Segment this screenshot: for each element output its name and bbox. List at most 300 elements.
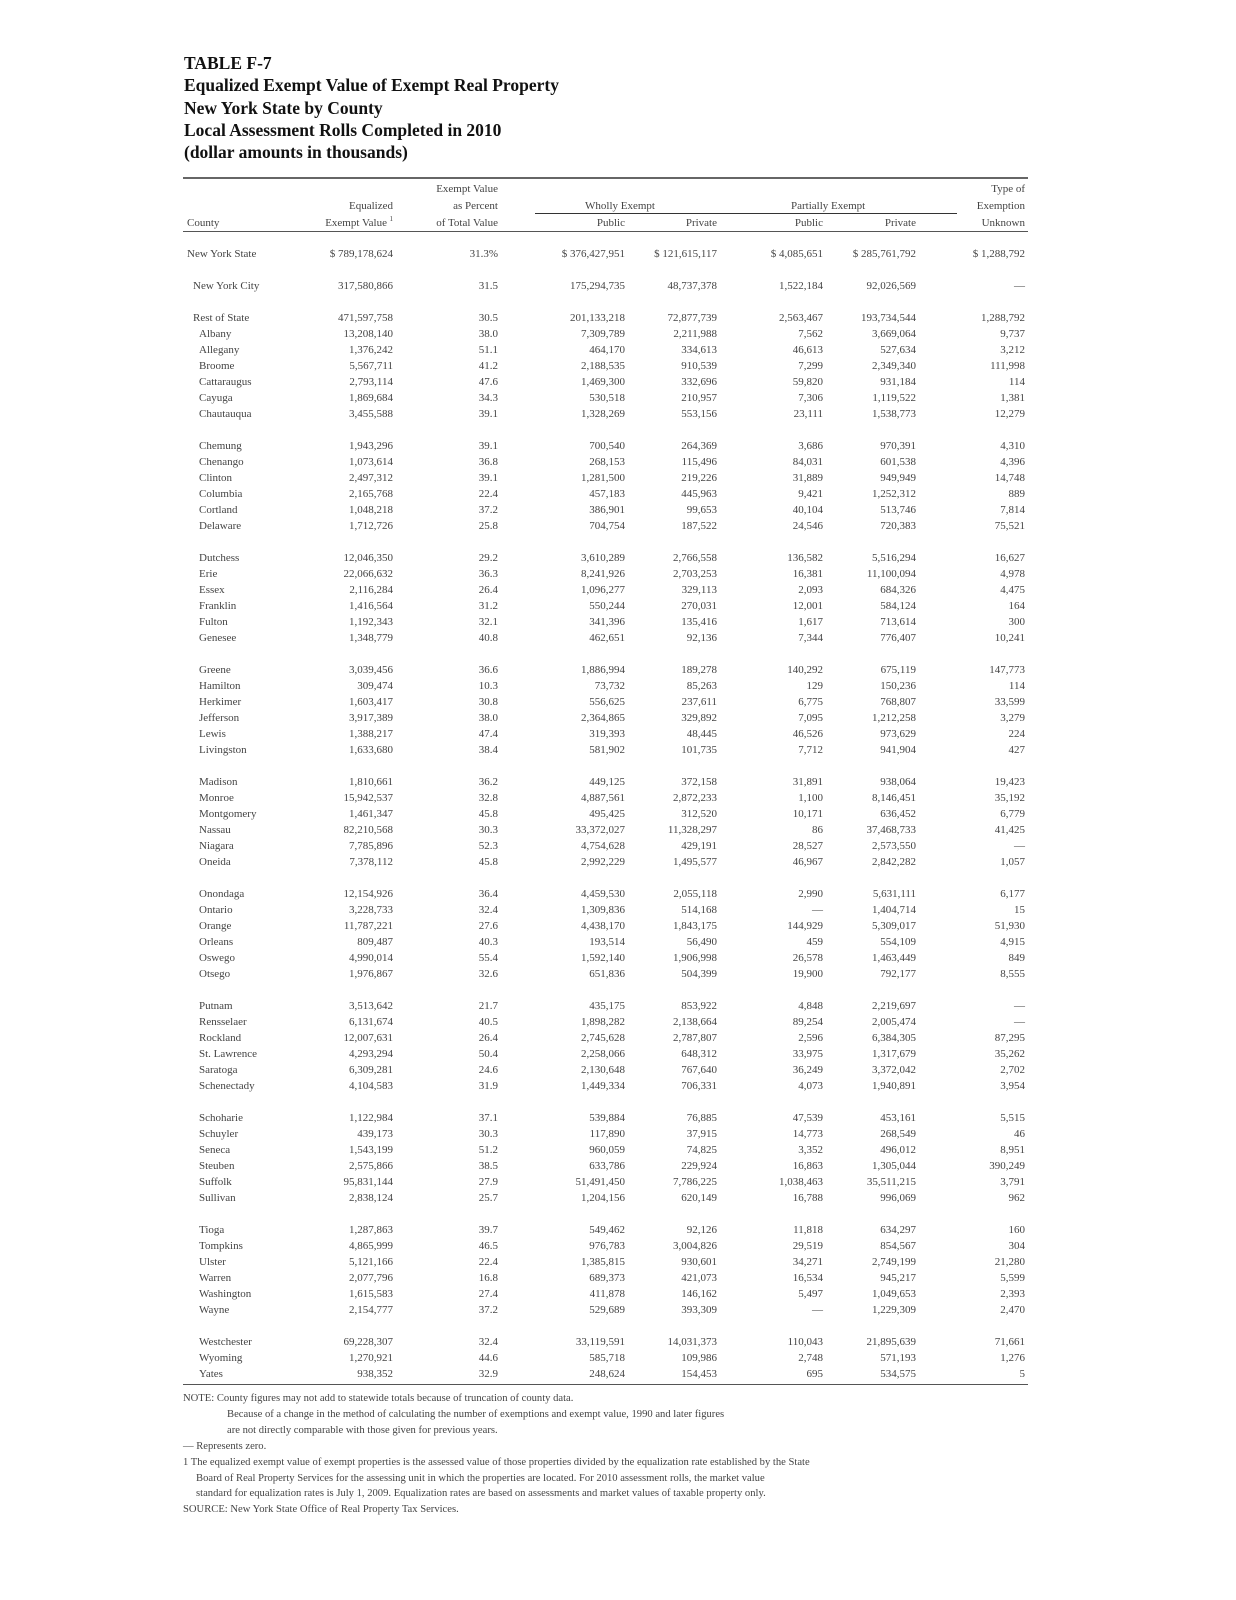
cell-type-unknown: 2,702 bbox=[1000, 1064, 1025, 1076]
table-row bbox=[183, 342, 1028, 358]
cell-county: Rockland bbox=[199, 1032, 242, 1044]
cell-wholly-private: 1,495,577 bbox=[673, 856, 717, 868]
cell-partially-private: 1,317,679 bbox=[872, 1048, 916, 1060]
cell-type-unknown: 35,192 bbox=[994, 792, 1025, 804]
cell-partially-private: 634,297 bbox=[880, 1224, 916, 1236]
cell-wholly-private: 219,226 bbox=[681, 472, 717, 484]
cell-partially-public: 47,539 bbox=[792, 1112, 823, 1124]
cell-wholly-private: 14,031,373 bbox=[667, 1336, 717, 1348]
cell-type-unknown: 889 bbox=[1008, 488, 1025, 500]
table-row bbox=[183, 662, 1028, 678]
cell-wholly-private: 1,906,998 bbox=[673, 952, 717, 964]
cell-partially-public: 695 bbox=[806, 1368, 823, 1380]
group-spacer bbox=[183, 1318, 1028, 1334]
cell-wholly-private: 85,263 bbox=[686, 680, 717, 692]
cell-partially-private: 8,146,451 bbox=[872, 792, 916, 804]
cell-percent-of-total: 39.1 bbox=[478, 472, 498, 484]
header-equalized-2: Exempt Value bbox=[325, 217, 387, 229]
cell-wholly-private: 187,522 bbox=[681, 520, 717, 532]
cell-partially-private: 713,614 bbox=[880, 616, 916, 628]
cell-partially-private: 11,100,094 bbox=[866, 568, 916, 580]
table-row bbox=[183, 1238, 1028, 1254]
table-row bbox=[183, 1302, 1028, 1318]
cell-percent-of-total: 41.2 bbox=[478, 360, 498, 372]
cell-equalized-exempt-value: 1,388,217 bbox=[349, 728, 393, 740]
header-wholly-private: Private bbox=[685, 217, 717, 229]
cell-partially-private: 37,468,733 bbox=[866, 824, 916, 836]
cell-type-unknown: — bbox=[1014, 1000, 1025, 1012]
cell-wholly-private: 334,613 bbox=[681, 344, 717, 356]
note-method-change-cont: are not directly comparable with those given for previous years. bbox=[227, 1424, 498, 1436]
cell-wholly-private: 2,211,988 bbox=[673, 328, 717, 340]
table-row bbox=[183, 566, 1028, 582]
cell-type-unknown: 962 bbox=[1008, 1192, 1025, 1204]
table-row bbox=[183, 1190, 1028, 1206]
cell-percent-of-total: 32.4 bbox=[478, 1336, 498, 1348]
cell-percent-of-total: 30.3 bbox=[478, 1128, 498, 1140]
cell-type-unknown: 71,661 bbox=[994, 1336, 1025, 1348]
cell-partially-public: 46,613 bbox=[792, 344, 823, 356]
cell-partially-private: 2,749,199 bbox=[872, 1256, 916, 1268]
cell-wholly-private: 504,399 bbox=[681, 968, 717, 980]
cell-type-unknown: 427 bbox=[1008, 744, 1025, 756]
cell-type-unknown: 3,212 bbox=[1000, 344, 1025, 356]
cell-county: Delaware bbox=[199, 520, 242, 532]
cell-partially-public: 36,249 bbox=[792, 1064, 823, 1076]
cell-wholly-public: 248,624 bbox=[589, 1368, 625, 1380]
table-number: TABLE F-7 bbox=[184, 53, 272, 73]
cell-county: Nassau bbox=[199, 824, 231, 836]
cell-county: Jefferson bbox=[199, 712, 240, 724]
cell-percent-of-total: 38.5 bbox=[478, 1160, 498, 1172]
table-row bbox=[183, 742, 1028, 758]
cell-partially-public: 7,344 bbox=[798, 632, 823, 644]
table-title: Equalized Exempt Value of Exempt Real Property bbox=[184, 75, 559, 96]
cell-wholly-public: 581,902 bbox=[589, 744, 625, 756]
cell-county: Montgomery bbox=[199, 808, 257, 820]
cell-wholly-public: 435,175 bbox=[589, 1000, 625, 1012]
cell-equalized-exempt-value: 3,455,588 bbox=[349, 408, 393, 420]
cell-percent-of-total: 36.2 bbox=[478, 776, 498, 788]
cell-equalized-exempt-value: 69,228,307 bbox=[343, 1336, 393, 1348]
cell-percent-of-total: 31.5 bbox=[478, 280, 498, 292]
cell-wholly-public: 117,890 bbox=[589, 1128, 625, 1140]
table-row bbox=[183, 326, 1028, 342]
cell-percent-of-total: 26.4 bbox=[478, 1032, 498, 1044]
cell-partially-private: 2,219,697 bbox=[872, 1000, 916, 1012]
cell-partially-public: 1,038,463 bbox=[779, 1176, 823, 1188]
bottom-rule bbox=[183, 1384, 1028, 1385]
cell-wholly-private: 210,957 bbox=[681, 392, 717, 404]
note-truncation: NOTE: County figures may not add to statewide totals because of truncation of county data. bbox=[183, 1393, 574, 1404]
header-type-3: Unknown bbox=[981, 217, 1025, 229]
cell-partially-public: 86 bbox=[812, 824, 823, 836]
cell-percent-of-total: 45.8 bbox=[478, 808, 498, 820]
cell-partially-public: 84,031 bbox=[792, 456, 823, 468]
cell-county: Suffolk bbox=[199, 1176, 232, 1188]
cell-wholly-public: 1,309,836 bbox=[581, 904, 625, 916]
cell-type-unknown: 9,737 bbox=[1000, 328, 1025, 340]
cell-percent-of-total: 39.1 bbox=[478, 408, 498, 420]
cell-county: Tompkins bbox=[199, 1240, 243, 1252]
cell-partially-public: 16,863 bbox=[792, 1160, 823, 1172]
cell-wholly-public: 2,258,066 bbox=[581, 1048, 625, 1060]
cell-wholly-public: 1,281,500 bbox=[581, 472, 625, 484]
cell-type-unknown: 75,521 bbox=[994, 520, 1025, 532]
cell-wholly-private: 930,601 bbox=[681, 1256, 717, 1268]
cell-equalized-exempt-value: 1,073,614 bbox=[349, 456, 393, 468]
cell-type-unknown: 3,279 bbox=[1000, 712, 1025, 724]
cell-percent-of-total: 45.8 bbox=[478, 856, 498, 868]
partially-exempt-underline bbox=[761, 213, 957, 214]
cell-wholly-private: 2,766,558 bbox=[673, 552, 717, 564]
cell-equalized-exempt-value: 1,270,921 bbox=[349, 1352, 393, 1364]
cell-partially-public: 16,381 bbox=[792, 568, 823, 580]
cell-equalized-exempt-value: 2,575,866 bbox=[349, 1160, 393, 1172]
cell-county: Westchester bbox=[199, 1336, 252, 1348]
table-row bbox=[183, 1030, 1028, 1046]
cell-partially-public: 9,421 bbox=[798, 488, 823, 500]
cell-wholly-public: 7,309,789 bbox=[581, 328, 625, 340]
table-row bbox=[183, 726, 1028, 742]
cell-partially-private: 1,538,773 bbox=[872, 408, 916, 420]
cell-partially-private: 1,049,653 bbox=[872, 1288, 916, 1300]
header-pct-1: Exempt Value bbox=[436, 183, 498, 195]
cell-wholly-public: 529,689 bbox=[589, 1304, 625, 1316]
cell-partially-public: 23,111 bbox=[793, 408, 823, 420]
cell-partially-public: 89,254 bbox=[792, 1016, 823, 1028]
cell-partially-private: 453,161 bbox=[880, 1112, 916, 1124]
cell-county: Orange bbox=[199, 920, 232, 932]
cell-partially-private: 584,124 bbox=[880, 600, 916, 612]
cell-type-unknown: 224 bbox=[1008, 728, 1025, 740]
cell-wholly-public: 268,153 bbox=[589, 456, 625, 468]
table-row bbox=[183, 582, 1028, 598]
cell-partially-private: 1,119,522 bbox=[872, 392, 916, 404]
cell-wholly-public: 539,884 bbox=[589, 1112, 625, 1124]
cell-type-unknown: 849 bbox=[1008, 952, 1025, 964]
cell-partially-public: 5,497 bbox=[798, 1288, 823, 1300]
cell-county: Livingston bbox=[199, 744, 247, 756]
table-row bbox=[183, 278, 1028, 294]
cell-type-unknown: 3,954 bbox=[1000, 1080, 1025, 1092]
table-notes bbox=[183, 1391, 810, 1518]
cell-equalized-exempt-value: 1,048,218 bbox=[349, 504, 393, 516]
cell-equalized-exempt-value: 2,838,124 bbox=[349, 1192, 393, 1204]
note-method-change: Because of a change in the method of calculating the number of exemptions and exempt value, 1990 and later figures bbox=[227, 1408, 725, 1420]
cell-equalized-exempt-value: 1,376,242 bbox=[349, 344, 393, 356]
header-partially-public: Public bbox=[794, 217, 823, 229]
footnote-1-cont2: standard for equalization rates is July 1, 2009. Equalization rates are based on assessments and market values of taxable property only. bbox=[196, 1488, 766, 1500]
cell-type-unknown: 6,177 bbox=[1000, 888, 1025, 900]
cell-county: Wayne bbox=[199, 1304, 230, 1316]
cell-percent-of-total: 40.8 bbox=[478, 632, 498, 644]
cell-partially-private: 776,407 bbox=[880, 632, 916, 644]
cell-type-unknown: — bbox=[1014, 840, 1025, 852]
cell-partially-public: 6,775 bbox=[798, 696, 823, 708]
cell-equalized-exempt-value: 6,309,281 bbox=[349, 1064, 393, 1076]
cell-wholly-public: 1,096,277 bbox=[581, 584, 625, 596]
cell-percent-of-total: 30.3 bbox=[478, 824, 498, 836]
cell-equalized-exempt-value: 3,513,642 bbox=[349, 1000, 393, 1012]
cell-county: Niagara bbox=[199, 840, 234, 852]
cell-wholly-private: 154,453 bbox=[681, 1368, 717, 1380]
cell-type-unknown: 164 bbox=[1008, 600, 1025, 612]
cell-percent-of-total: 36.3 bbox=[478, 568, 498, 580]
cell-percent-of-total: 47.4 bbox=[478, 728, 498, 740]
footnote-marker: 1 bbox=[389, 215, 393, 223]
cell-wholly-public: 1,469,300 bbox=[581, 376, 625, 388]
cell-percent-of-total: 22.4 bbox=[478, 488, 498, 500]
cell-percent-of-total: 31.3% bbox=[469, 248, 498, 260]
cell-partially-public: 40,104 bbox=[792, 504, 823, 516]
group-spacer bbox=[183, 294, 1028, 310]
cell-partially-private: 1,252,312 bbox=[872, 488, 916, 500]
cell-type-unknown: $ 1,288,792 bbox=[972, 248, 1025, 260]
cell-equalized-exempt-value: 82,210,568 bbox=[343, 824, 393, 836]
cell-county: Schoharie bbox=[199, 1112, 243, 1124]
cell-county: Putnam bbox=[199, 1000, 233, 1012]
cell-partially-private: 1,463,449 bbox=[872, 952, 916, 964]
cell-equalized-exempt-value: 3,917,389 bbox=[349, 712, 393, 724]
cell-wholly-private: 74,825 bbox=[686, 1144, 717, 1156]
table-row bbox=[183, 1110, 1028, 1126]
cell-partially-private: 2,349,340 bbox=[872, 360, 916, 372]
cell-wholly-public: 341,396 bbox=[589, 616, 625, 628]
cell-partially-public: 59,820 bbox=[792, 376, 823, 388]
table-row bbox=[183, 886, 1028, 902]
group-spacer bbox=[183, 758, 1028, 774]
cell-type-unknown: 114 bbox=[1008, 376, 1025, 388]
cell-partially-private: 792,177 bbox=[880, 968, 916, 980]
cell-partially-public: 7,712 bbox=[798, 744, 823, 756]
cell-wholly-private: 421,073 bbox=[681, 1272, 717, 1284]
cell-partially-public: 136,582 bbox=[787, 552, 823, 564]
cell-equalized-exempt-value: 809,487 bbox=[357, 936, 393, 948]
header-pct-2: as Percent bbox=[453, 200, 498, 212]
cell-percent-of-total: 24.6 bbox=[478, 1064, 498, 1076]
cell-type-unknown: 51,930 bbox=[994, 920, 1025, 932]
cell-partially-public: 7,095 bbox=[798, 712, 823, 724]
cell-wholly-public: 3,610,289 bbox=[581, 552, 625, 564]
table-body bbox=[183, 232, 1028, 1384]
cell-wholly-public: 193,514 bbox=[589, 936, 625, 948]
cell-equalized-exempt-value: 11,787,221 bbox=[343, 920, 393, 932]
header-equalized-1: Equalized bbox=[349, 200, 393, 212]
cell-partially-public: 2,596 bbox=[798, 1032, 823, 1044]
cell-wholly-public: 4,459,530 bbox=[581, 888, 625, 900]
cell-county: Erie bbox=[199, 568, 218, 580]
cell-percent-of-total: 32.1 bbox=[478, 616, 498, 628]
table-row bbox=[183, 678, 1028, 694]
cell-wholly-public: 175,294,735 bbox=[570, 280, 625, 292]
cell-wholly-private: 270,031 bbox=[681, 600, 717, 612]
cell-wholly-public: 411,878 bbox=[589, 1288, 625, 1300]
cell-wholly-private: 115,496 bbox=[681, 456, 717, 468]
cell-type-unknown: 2,470 bbox=[1000, 1304, 1025, 1316]
cell-partially-private: 6,384,305 bbox=[872, 1032, 916, 1044]
cell-equalized-exempt-value: 4,293,294 bbox=[349, 1048, 393, 1060]
cell-wholly-private: 429,191 bbox=[681, 840, 717, 852]
header-type-2: Exemption bbox=[976, 200, 1025, 212]
cell-wholly-public: 704,754 bbox=[589, 520, 625, 532]
cell-wholly-public: 2,130,648 bbox=[581, 1064, 625, 1076]
cell-equalized-exempt-value: 4,865,999 bbox=[349, 1240, 393, 1252]
cell-partially-private: 949,949 bbox=[880, 472, 916, 484]
table-row bbox=[183, 902, 1028, 918]
header-type-1: Type of bbox=[991, 183, 1025, 195]
table-row bbox=[183, 998, 1028, 1014]
cell-type-unknown: 8,951 bbox=[1000, 1144, 1025, 1156]
note-zero: — Represents zero. bbox=[183, 1440, 267, 1452]
table-title-block bbox=[184, 52, 559, 163]
cell-percent-of-total: 30.8 bbox=[478, 696, 498, 708]
cell-wholly-public: 530,518 bbox=[589, 392, 625, 404]
cell-county: New York State bbox=[187, 248, 257, 260]
cell-percent-of-total: 29.2 bbox=[478, 552, 498, 564]
cell-wholly-private: 76,885 bbox=[686, 1112, 717, 1124]
cell-partially-public: 2,748 bbox=[798, 1352, 823, 1364]
table-row bbox=[183, 1158, 1028, 1174]
cell-wholly-private: 329,113 bbox=[681, 584, 717, 596]
cell-percent-of-total: 37.1 bbox=[478, 1112, 498, 1124]
cell-equalized-exempt-value: 1,633,680 bbox=[349, 744, 393, 756]
cell-wholly-public: 1,204,156 bbox=[581, 1192, 625, 1204]
cell-wholly-public: 457,183 bbox=[589, 488, 625, 500]
cell-partially-private: 973,629 bbox=[880, 728, 916, 740]
cell-wholly-public: 33,372,027 bbox=[575, 824, 625, 836]
cell-wholly-public: 1,385,815 bbox=[581, 1256, 625, 1268]
cell-equalized-exempt-value: 1,416,564 bbox=[349, 600, 393, 612]
cell-equalized-exempt-value: 439,173 bbox=[357, 1128, 393, 1140]
cell-partially-public: 4,073 bbox=[798, 1080, 823, 1092]
cell-percent-of-total: 22.4 bbox=[478, 1256, 498, 1268]
cell-type-unknown: 5 bbox=[1019, 1368, 1025, 1380]
cell-partially-private: 768,807 bbox=[880, 696, 916, 708]
exempt-value-table bbox=[183, 177, 1028, 1385]
cell-partially-public: 26,578 bbox=[792, 952, 823, 964]
cell-wholly-private: 2,787,807 bbox=[673, 1032, 717, 1044]
table-row bbox=[183, 310, 1028, 326]
group-spacer bbox=[183, 1206, 1028, 1222]
cell-equalized-exempt-value: 2,165,768 bbox=[349, 488, 393, 500]
group-spacer bbox=[183, 422, 1028, 438]
cell-wholly-private: 101,735 bbox=[681, 744, 717, 756]
cell-equalized-exempt-value: 2,077,796 bbox=[349, 1272, 393, 1284]
cell-wholly-private: $ 121,615,117 bbox=[654, 248, 717, 260]
cell-percent-of-total: 32.9 bbox=[478, 1368, 498, 1380]
header-wholly-public: Public bbox=[596, 217, 625, 229]
cell-county: Dutchess bbox=[199, 552, 240, 564]
cell-equalized-exempt-value: 1,603,417 bbox=[349, 696, 393, 708]
header-partially-private: Private bbox=[884, 217, 916, 229]
cell-equalized-exempt-value: 15,942,537 bbox=[343, 792, 393, 804]
cell-partially-private: 3,372,042 bbox=[872, 1064, 916, 1076]
cell-partially-private: 945,217 bbox=[880, 1272, 916, 1284]
cell-wholly-private: 37,915 bbox=[686, 1128, 717, 1140]
cell-partially-public: 16,788 bbox=[792, 1192, 823, 1204]
table-row bbox=[183, 358, 1028, 374]
cell-partially-public: 12,001 bbox=[792, 600, 823, 612]
cell-percent-of-total: 40.3 bbox=[478, 936, 498, 948]
cell-equalized-exempt-value: 6,131,674 bbox=[349, 1016, 393, 1028]
cell-percent-of-total: 32.6 bbox=[478, 968, 498, 980]
cell-wholly-private: 229,924 bbox=[681, 1160, 717, 1172]
cell-percent-of-total: 27.6 bbox=[478, 920, 498, 932]
cell-county: Clinton bbox=[199, 472, 233, 484]
cell-partially-public: 19,900 bbox=[792, 968, 823, 980]
cell-wholly-private: 92,136 bbox=[686, 632, 717, 644]
cell-type-unknown: 2,393 bbox=[1000, 1288, 1025, 1300]
cell-percent-of-total: 51.1 bbox=[478, 344, 498, 356]
cell-wholly-public: 1,898,282 bbox=[581, 1016, 625, 1028]
cell-percent-of-total: 30.5 bbox=[478, 312, 498, 324]
cell-equalized-exempt-value: 3,228,733 bbox=[349, 904, 393, 916]
cell-equalized-exempt-value: 2,116,284 bbox=[349, 584, 393, 596]
cell-partially-public: $ 4,085,651 bbox=[770, 248, 823, 260]
cell-county: Ontario bbox=[199, 904, 233, 916]
cell-type-unknown: 41,425 bbox=[994, 824, 1025, 836]
table-row bbox=[183, 1062, 1028, 1078]
cell-county: Onondaga bbox=[199, 888, 245, 900]
table-row bbox=[183, 1014, 1028, 1030]
cell-equalized-exempt-value: 471,597,758 bbox=[338, 312, 393, 324]
cell-type-unknown: 160 bbox=[1008, 1224, 1025, 1236]
cell-equalized-exempt-value: 13,208,140 bbox=[343, 328, 393, 340]
cell-percent-of-total: 16.8 bbox=[478, 1272, 498, 1284]
cell-partially-public: 14,773 bbox=[792, 1128, 823, 1140]
cell-county: Oswego bbox=[199, 952, 236, 964]
cell-wholly-public: 585,718 bbox=[589, 1352, 625, 1364]
table-row bbox=[183, 918, 1028, 934]
cell-type-unknown: 19,423 bbox=[994, 776, 1025, 788]
cell-wholly-private: 910,539 bbox=[681, 360, 717, 372]
cell-county: Schenectady bbox=[199, 1080, 255, 1092]
cell-equalized-exempt-value: 1,543,199 bbox=[349, 1144, 393, 1156]
cell-wholly-private: 92,126 bbox=[686, 1224, 717, 1236]
cell-percent-of-total: 36.8 bbox=[478, 456, 498, 468]
cell-type-unknown: 46 bbox=[1014, 1128, 1025, 1140]
cell-percent-of-total: 31.2 bbox=[478, 600, 498, 612]
cell-county: Rensselaer bbox=[199, 1016, 247, 1028]
cell-wholly-public: 556,625 bbox=[589, 696, 625, 708]
cell-county: Lewis bbox=[199, 728, 226, 740]
cell-type-unknown: 147,773 bbox=[989, 664, 1025, 676]
cell-wholly-private: 853,922 bbox=[681, 1000, 717, 1012]
cell-county: Allegany bbox=[199, 344, 240, 356]
cell-partially-public: 140,292 bbox=[787, 664, 823, 676]
cell-partially-public: — bbox=[812, 904, 823, 916]
header-partially-exempt: Partially Exempt bbox=[791, 200, 866, 212]
cell-equalized-exempt-value: 2,154,777 bbox=[349, 1304, 393, 1316]
cell-county: Orleans bbox=[199, 936, 234, 948]
table-row bbox=[183, 630, 1028, 646]
cell-percent-of-total: 47.6 bbox=[478, 376, 498, 388]
cell-wholly-private: 11,328,297 bbox=[667, 824, 717, 836]
cell-partially-public: 24,546 bbox=[792, 520, 823, 532]
cell-partially-public: 33,975 bbox=[792, 1048, 823, 1060]
cell-wholly-public: 2,992,229 bbox=[581, 856, 625, 868]
cell-county: Columbia bbox=[199, 488, 243, 500]
cell-partially-private: 636,452 bbox=[880, 808, 916, 820]
cell-percent-of-total: 32.4 bbox=[478, 904, 498, 916]
cell-partially-private: 996,069 bbox=[880, 1192, 916, 1204]
cell-county: St. Lawrence bbox=[199, 1048, 258, 1060]
cell-county: Warren bbox=[199, 1272, 232, 1284]
cell-partially-private: 2,573,550 bbox=[872, 840, 916, 852]
table-row bbox=[183, 518, 1028, 534]
cell-wholly-private: 146,162 bbox=[681, 1288, 717, 1300]
